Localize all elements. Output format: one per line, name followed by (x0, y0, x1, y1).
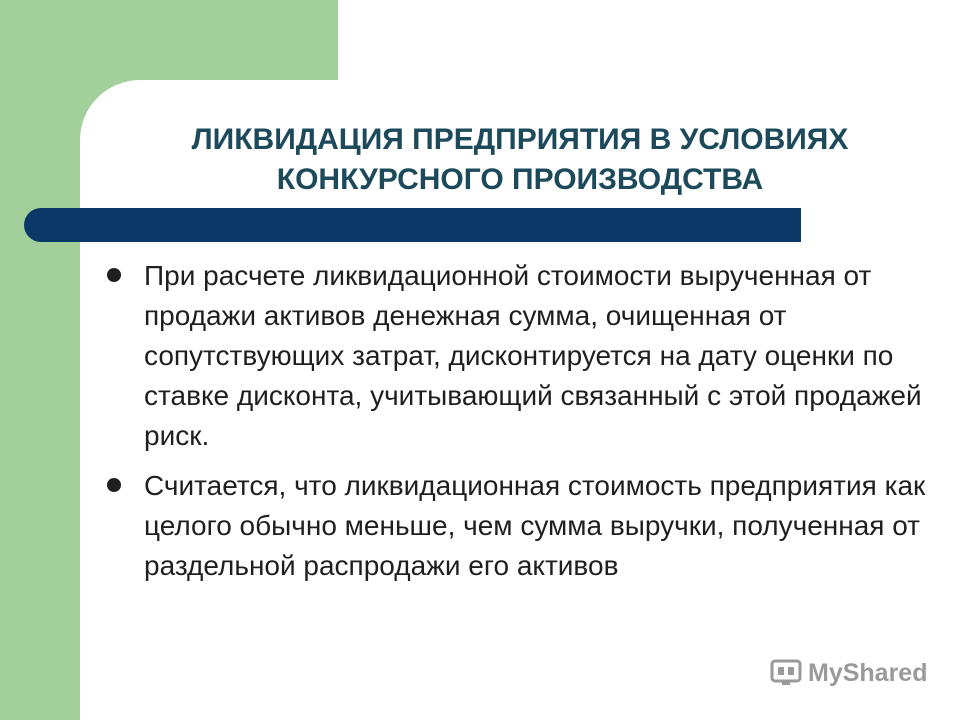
bullet-item (104, 466, 934, 586)
bullet-text: Считается, что ликвидационная стоимость предприятия как целого обычно меньше, чем сумма выручки, полученная от раздельной распродажи его активов (144, 470, 926, 581)
bullet-dot-icon (107, 478, 121, 492)
myshared-watermark (768, 658, 927, 688)
slide-title (120, 120, 920, 200)
slide-title-line-2: КОНКУРСНОГО ПРОИЗВОДСТВА (276, 163, 764, 196)
bullet-dot-icon (107, 268, 121, 282)
watermark-text: MyShared (808, 658, 928, 687)
slide-title-line-1: ЛИКВИДАЦИЯ ПРЕДПРИЯТИЯ В УСЛОВИЯХ (191, 123, 849, 156)
myshared-logo-icon (768, 658, 804, 688)
bullet-text: При расчете ликвидационной стоимости вырученная от продажи активов денежная сумма, очищенная от сопутствующих затрат, дисконтируется на дату оценки по ставке дисконта, учитывающий связанный с этой продажей риск. (144, 260, 922, 451)
bullet-list (104, 256, 934, 596)
title-underline-bar (24, 208, 801, 242)
green-side-strip (0, 0, 80, 720)
bullet-item (104, 256, 934, 456)
